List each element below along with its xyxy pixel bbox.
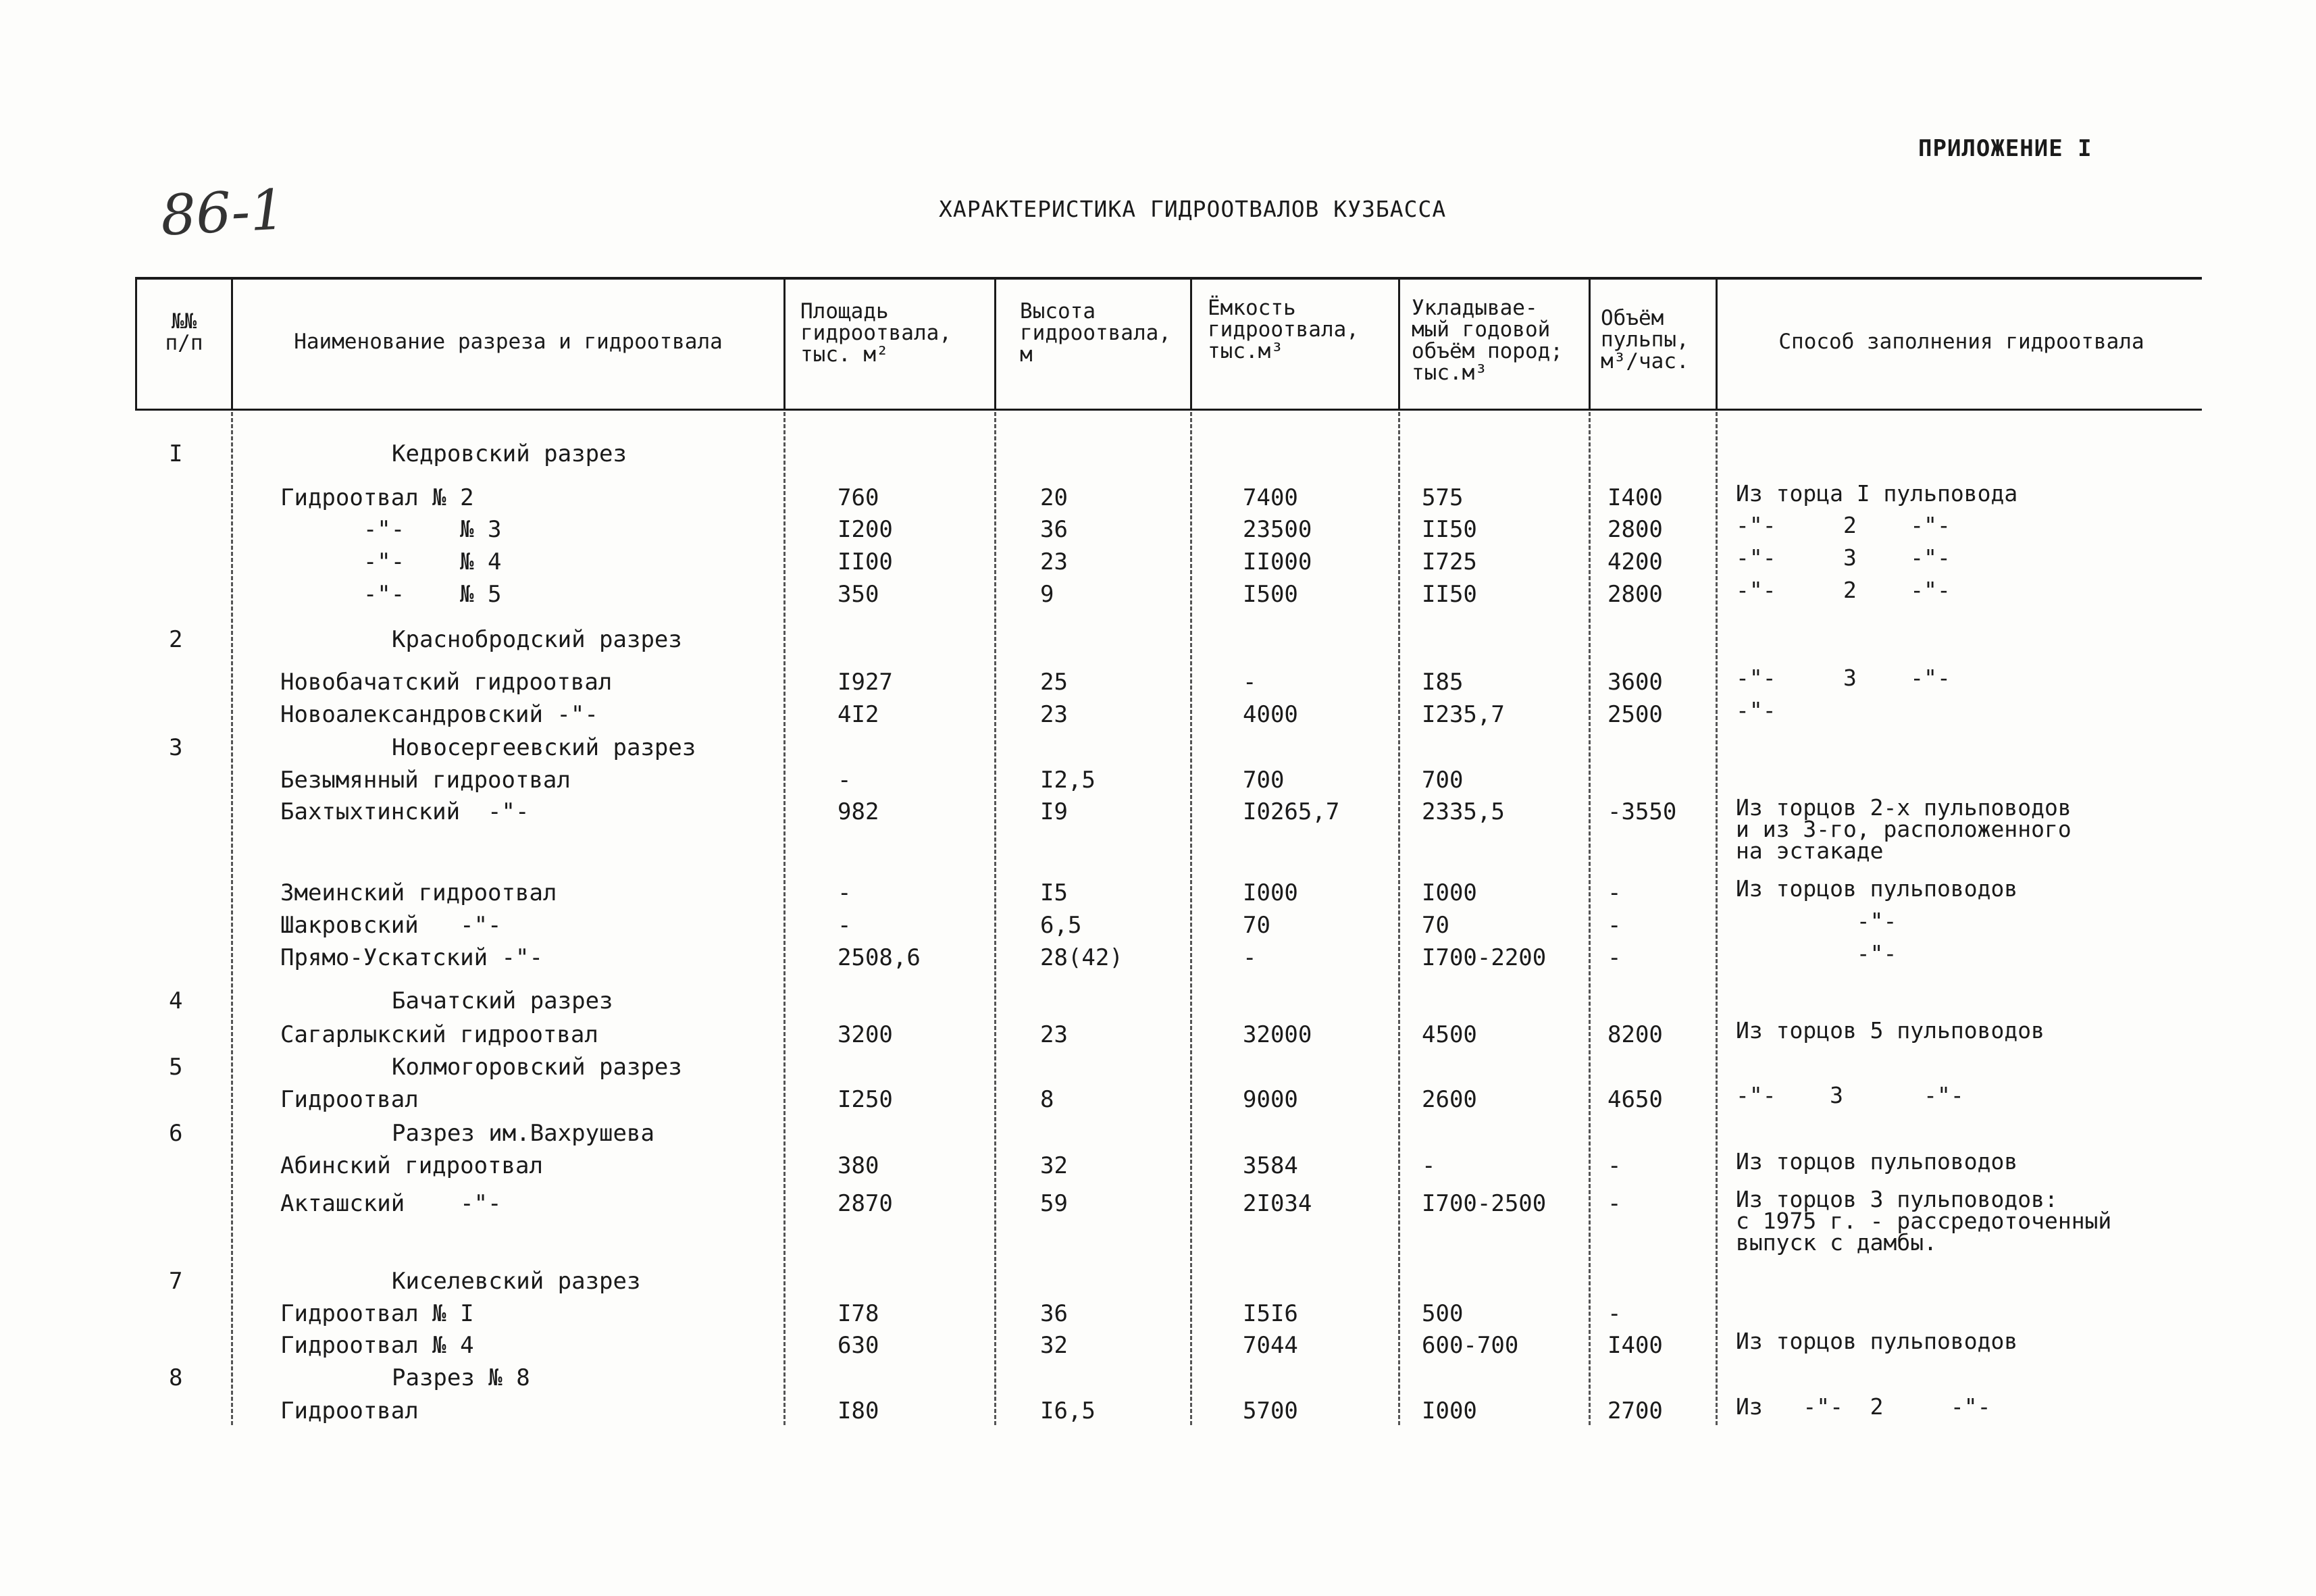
dump-name: Шакровский -"- xyxy=(280,912,502,939)
pulp-volume-value: I400 xyxy=(1607,484,1663,511)
fill-method: -"- xyxy=(1736,697,1776,723)
height-value: 23 xyxy=(1040,548,1068,575)
dump-name: Абинский гидроотвал xyxy=(280,1152,543,1179)
capacity-value: 7400 xyxy=(1243,484,1298,511)
height-value: 23 xyxy=(1040,701,1068,728)
header-height: Высота гидроотвала, м xyxy=(1020,299,1171,367)
pulp-volume-value: 4650 xyxy=(1607,1086,1663,1113)
table-row xyxy=(0,667,2316,697)
row-number: 4 xyxy=(169,987,183,1014)
dump-name: -"- № 4 xyxy=(280,548,502,575)
section-title: Киселевский разрез xyxy=(392,1268,641,1295)
row-number: 2 xyxy=(169,626,183,653)
capacity-value: 3584 xyxy=(1243,1152,1298,1179)
height-value: 32 xyxy=(1040,1152,1068,1179)
section-title: Краснобродский разрез xyxy=(392,626,682,653)
appendix-label: ПРИЛОЖЕНИЕ I xyxy=(1918,135,2092,162)
height-value: I5 xyxy=(1040,879,1068,906)
height-value: 25 xyxy=(1040,669,1068,696)
area-value: 2870 xyxy=(838,1190,893,1217)
capacity-value: 2I034 xyxy=(1243,1190,1312,1217)
height-value: I6,5 xyxy=(1040,1397,1096,1424)
fill-method: -"- 2 -"- xyxy=(1736,512,1951,538)
height-value: 59 xyxy=(1040,1190,1068,1217)
dump-name: Гидроотвал № I xyxy=(280,1300,474,1327)
area-value: 982 xyxy=(838,798,879,825)
dump-name: -"- № 5 xyxy=(280,581,502,608)
table-row xyxy=(0,1328,2316,1360)
annual-volume-value: I000 xyxy=(1422,879,1477,906)
dump-name: Гидроотвал № 2 xyxy=(280,484,474,511)
area-value: I78 xyxy=(838,1300,879,1327)
section-title: Новосергеевский разрез xyxy=(392,734,696,761)
section-row xyxy=(0,1363,2316,1393)
area-value: - xyxy=(838,912,852,939)
table-row xyxy=(0,1393,2316,1426)
dump-name: Бахтыхтинский -"- xyxy=(280,798,530,825)
table-row xyxy=(0,697,2316,729)
handwritten-note: 86-1 xyxy=(159,178,287,249)
fill-method: Из торцов пульповодов xyxy=(1736,875,2018,902)
table-row xyxy=(0,577,2316,609)
height-value: 6,5 xyxy=(1040,912,1082,939)
fill-method: -"- 3 -"- xyxy=(1736,1082,1964,1108)
pulp-volume-value: 2800 xyxy=(1607,516,1663,543)
annual-volume-value: 575 xyxy=(1422,484,1464,511)
capacity-value: 4000 xyxy=(1243,701,1298,728)
table-row xyxy=(0,794,2316,864)
pulp-volume-value: - xyxy=(1607,1190,1622,1217)
section-title: Кедровский разрез xyxy=(392,440,627,467)
pulp-volume-value: 2500 xyxy=(1607,701,1663,728)
table-row xyxy=(0,1299,2316,1329)
header-name: Наименование разреза и гидроотвала xyxy=(294,330,723,354)
annual-volume-value: 70 xyxy=(1422,912,1449,939)
capacity-value: I000 xyxy=(1243,879,1298,906)
height-value: 36 xyxy=(1040,1300,1068,1327)
height-value: 23 xyxy=(1040,1021,1068,1048)
fill-method: Из -"- 2 -"- xyxy=(1736,1393,1991,1420)
annual-volume-value: - xyxy=(1422,1152,1436,1179)
fill-method: Из торца I пульповода xyxy=(1736,480,2018,507)
section-row xyxy=(0,986,2316,1016)
fill-method: Из торцов 5 пульповодов xyxy=(1736,1017,2044,1044)
row-number: I xyxy=(169,440,183,467)
capacity-value: I5I6 xyxy=(1243,1300,1298,1327)
header-area: Площадь гидроотвала, тыс. м² xyxy=(800,299,952,367)
dump-name: -"- № 3 xyxy=(280,516,502,543)
row-number: 8 xyxy=(169,1364,183,1391)
table-row xyxy=(0,875,2316,908)
annual-volume-value: II50 xyxy=(1422,581,1477,608)
table-row xyxy=(0,1082,2316,1114)
annual-volume-value: 600-700 xyxy=(1422,1332,1519,1359)
fill-method: -"- 3 -"- xyxy=(1736,665,1951,691)
dump-name: Гидроотвал xyxy=(280,1086,419,1113)
capacity-value: 32000 xyxy=(1243,1021,1312,1048)
section-row xyxy=(0,733,2316,763)
capacity-value: - xyxy=(1243,669,1257,696)
dump-name: Новобачатский гидроотвал xyxy=(280,669,613,696)
capacity-value: 7044 xyxy=(1243,1332,1298,1359)
annual-volume-value: I235,7 xyxy=(1422,701,1505,728)
header-annual: Укладывае- мый годовой объём пород; тыс.м³ xyxy=(1412,296,1563,385)
annual-volume-value: 500 xyxy=(1422,1300,1464,1327)
pulp-volume-value: - xyxy=(1607,1152,1622,1179)
area-value: I250 xyxy=(838,1086,893,1113)
height-value: 9 xyxy=(1040,581,1054,608)
fill-method: Из торцов пульповодов xyxy=(1736,1328,2018,1354)
table-row xyxy=(0,1017,2316,1050)
capacity-value: I500 xyxy=(1243,581,1298,608)
pulp-volume-value: 4200 xyxy=(1607,548,1663,575)
capacity-value: - xyxy=(1243,944,1257,971)
dump-name: Сагарлыкский гидроотвал xyxy=(280,1021,598,1048)
pulp-volume-value: - xyxy=(1607,944,1622,971)
height-value: 28(42) xyxy=(1040,944,1123,971)
capacity-value: 9000 xyxy=(1243,1086,1298,1113)
annual-volume-value: I725 xyxy=(1422,548,1477,575)
section-row xyxy=(0,1118,2316,1148)
table-row xyxy=(0,1148,2316,1181)
dump-name: Безымянный гидроотвал xyxy=(280,767,571,794)
annual-volume-value: I85 xyxy=(1422,669,1464,696)
pulp-volume-value: 2700 xyxy=(1607,1397,1663,1424)
area-value: 380 xyxy=(838,1152,879,1179)
annual-volume-value: 4500 xyxy=(1422,1021,1477,1048)
pulp-volume-value: -3550 xyxy=(1607,798,1677,825)
area-value: - xyxy=(838,767,852,794)
height-value: 20 xyxy=(1040,484,1068,511)
fill-method: Из торцов пульповодов xyxy=(1736,1148,2018,1175)
table-row xyxy=(0,480,2316,513)
header-capacity: Ёмкость гидроотвала, тыс.м³ xyxy=(1208,296,1359,363)
capacity-value: II000 xyxy=(1243,548,1312,575)
section-title: Бачатский разрез xyxy=(392,987,613,1014)
area-value: 4I2 xyxy=(838,701,879,728)
fill-method: Из торцов 2-х пульповодов и из 3-го, расположенного на эстакаде xyxy=(1736,794,2071,864)
height-value: I9 xyxy=(1040,798,1068,825)
area-value: I200 xyxy=(838,516,893,543)
capacity-value: 700 xyxy=(1243,767,1285,794)
fill-method: Из торцов 3 пульповодов: с 1975 г. - рассредоточенный выпуск с дамбы. xyxy=(1736,1186,2112,1256)
table-row xyxy=(0,765,2316,795)
row-number: 3 xyxy=(169,734,183,761)
area-value: 760 xyxy=(838,484,879,511)
dump-name: Акташский -"- xyxy=(280,1190,502,1217)
dump-name: Змеинский гидроотвал xyxy=(280,879,557,906)
dump-name: Новоалександровский -"- xyxy=(280,701,598,728)
capacity-value: 5700 xyxy=(1243,1397,1298,1424)
annual-volume-value: II50 xyxy=(1422,516,1477,543)
table-row xyxy=(0,544,2316,577)
section-row xyxy=(0,439,2316,469)
fill-method: -"- xyxy=(1736,940,1897,967)
height-value: 36 xyxy=(1040,516,1068,543)
section-title: Разрез им.Вахрушева xyxy=(392,1120,654,1147)
section-row xyxy=(0,1266,2316,1296)
capacity-value: 23500 xyxy=(1243,516,1312,543)
section-title: Разрез № 8 xyxy=(392,1364,530,1391)
table-row xyxy=(0,512,2316,544)
area-value: 350 xyxy=(838,581,879,608)
annual-volume-value: 2335,5 xyxy=(1422,798,1505,825)
section-row xyxy=(0,1052,2316,1082)
annual-volume-value: 2600 xyxy=(1422,1086,1477,1113)
annual-volume-value: I700-2200 xyxy=(1422,944,1547,971)
fill-method: -"- xyxy=(1736,908,1897,934)
area-value: 630 xyxy=(838,1332,879,1359)
annual-volume-value: I700-2500 xyxy=(1422,1190,1547,1217)
fill-method: -"- 2 -"- xyxy=(1736,577,1951,603)
pulp-volume-value: 8200 xyxy=(1607,1021,1663,1048)
pulp-volume-value: - xyxy=(1607,912,1622,939)
table-row xyxy=(0,940,2316,973)
fill-method: -"- 3 -"- xyxy=(1736,544,1951,571)
area-value: I80 xyxy=(838,1397,879,1424)
capacity-value: 70 xyxy=(1243,912,1270,939)
area-value: 3200 xyxy=(838,1021,893,1048)
pulp-volume-value: I400 xyxy=(1607,1332,1663,1359)
dump-name: Гидроотвал № 4 xyxy=(280,1332,474,1359)
header-pulp: Объём пульпы, м³/час. xyxy=(1601,306,1689,374)
annual-volume-value: 700 xyxy=(1422,767,1464,794)
section-row xyxy=(0,625,2316,654)
row-number: 5 xyxy=(169,1054,183,1081)
section-title: Колмогоровский разрез xyxy=(392,1054,682,1081)
area-value: 2508,6 xyxy=(838,944,921,971)
pulp-volume-value: - xyxy=(1607,879,1622,906)
row-number: 6 xyxy=(169,1120,183,1147)
pulp-volume-value: - xyxy=(1607,1300,1622,1327)
row-number: 7 xyxy=(169,1268,183,1295)
height-value: I2,5 xyxy=(1040,767,1096,794)
capacity-value: I0265,7 xyxy=(1243,798,1340,825)
pulp-volume-value: 3600 xyxy=(1607,669,1663,696)
table-row xyxy=(0,1186,2316,1256)
height-value: 32 xyxy=(1040,1332,1068,1359)
pulp-volume-value: 2800 xyxy=(1607,581,1663,608)
document-title: ХАРАКТЕРИСТИКА ГИДРООТВАЛОВ КУЗБАССА xyxy=(939,196,1447,222)
area-value: I927 xyxy=(838,669,893,696)
header-num: №№ п/п xyxy=(165,309,203,355)
area-value: - xyxy=(838,879,852,906)
table-row xyxy=(0,910,2316,940)
area-value: II00 xyxy=(838,548,893,575)
height-value: 8 xyxy=(1040,1086,1054,1113)
dump-name: Прямо-Ускатский -"- xyxy=(280,944,543,971)
annual-volume-value: I000 xyxy=(1422,1397,1477,1424)
dump-name: Гидроотвал xyxy=(280,1397,419,1424)
header-fill: Способ заполнения гидроотвала xyxy=(1778,330,2144,354)
